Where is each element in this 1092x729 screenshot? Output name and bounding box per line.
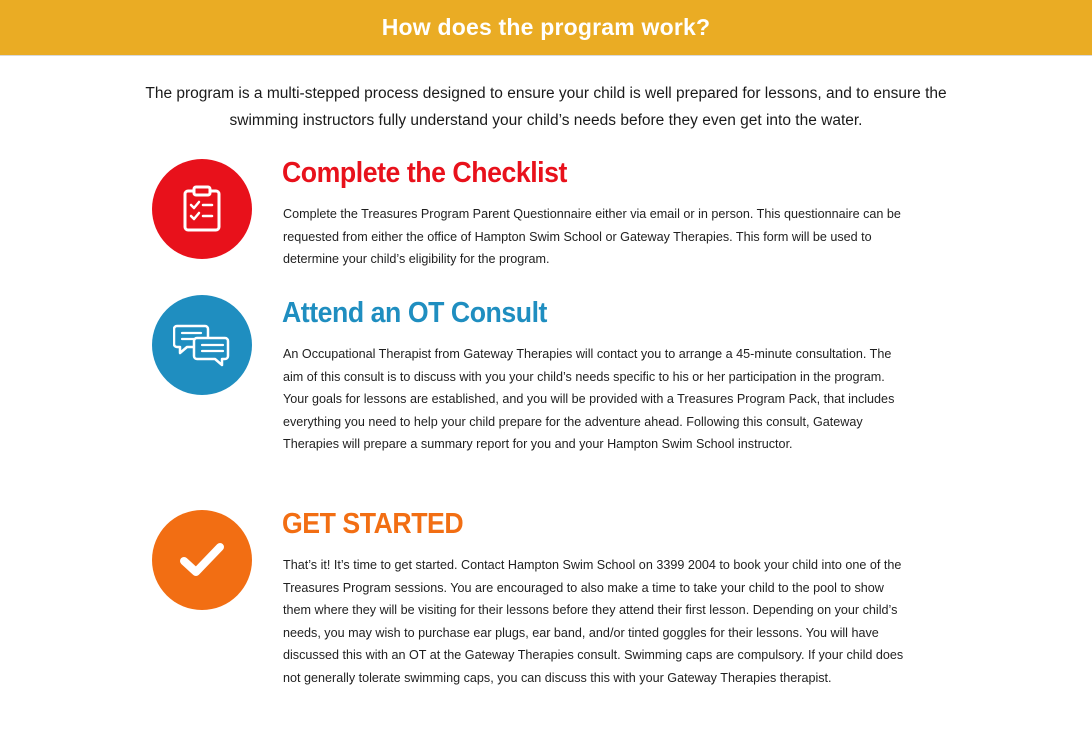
clipboard-checklist-icon — [182, 185, 222, 233]
step-2-title: Attend an OT Consult — [282, 297, 547, 329]
step-3-description: That’s it! It’s time to get started. Contact Hampton Swim School on 3399 2004 to book your child into one of the Treasures Program sessions. You are encouraged to also make a time to take your child to the pool to show them where they will be visiting for their lessons before they attend their first lesson. Depending on your child’s needs, you may wish to purchase ear plugs, ear band, and/or tinted goggles for their lessons. You will have discussed this with an OT at the Gateway Therapies consult. Swimming caps are compulsory. If your child does not generally tolerate swimming caps, you can discuss this with your Gateway Therapies therapist. — [283, 558, 904, 685]
intro-paragraph: The program is a multi-stepped process designed to ensure your child is well prepared for lessons, and to ensure the swimming instructors fully understand your child’s needs before they even get into the water. — [145, 85, 947, 129]
step-3-icon-circle — [152, 510, 252, 610]
step-1-icon-circle — [152, 159, 252, 259]
step-3-title: GET STARTED — [282, 508, 464, 540]
step-2-icon-circle — [152, 295, 252, 395]
step-1-description: Complete the Treasures Program Parent Questionnaire either via email or in person. This questionnaire can be requested from either the office of Hampton Swim School or Gateway Therapies. This form will be used to determine your child’s eligibility for the program. — [283, 207, 901, 266]
section-header-banner — [0, 0, 1092, 56]
chat-bubbles-icon — [173, 322, 231, 368]
section-title: How does the program work? — [381, 14, 711, 40]
checkmark-icon — [178, 540, 226, 580]
step-1-title: Complete the Checklist — [282, 157, 567, 189]
step-2-description: An Occupational Therapist from Gateway Therapies will contact you to arrange a 45-minute consultation. The aim of this consult is to discuss with you your child’s needs specific to his or her participation in the program. Your goals for lessons are established, and you will be provided with a Treasures Program Pack, that includes everything you need to help your child prepare for the adventure ahead. Following this consult, Gateway Therapies will prepare a summary report for you and your Hampton Swim School instructor. — [283, 347, 895, 451]
